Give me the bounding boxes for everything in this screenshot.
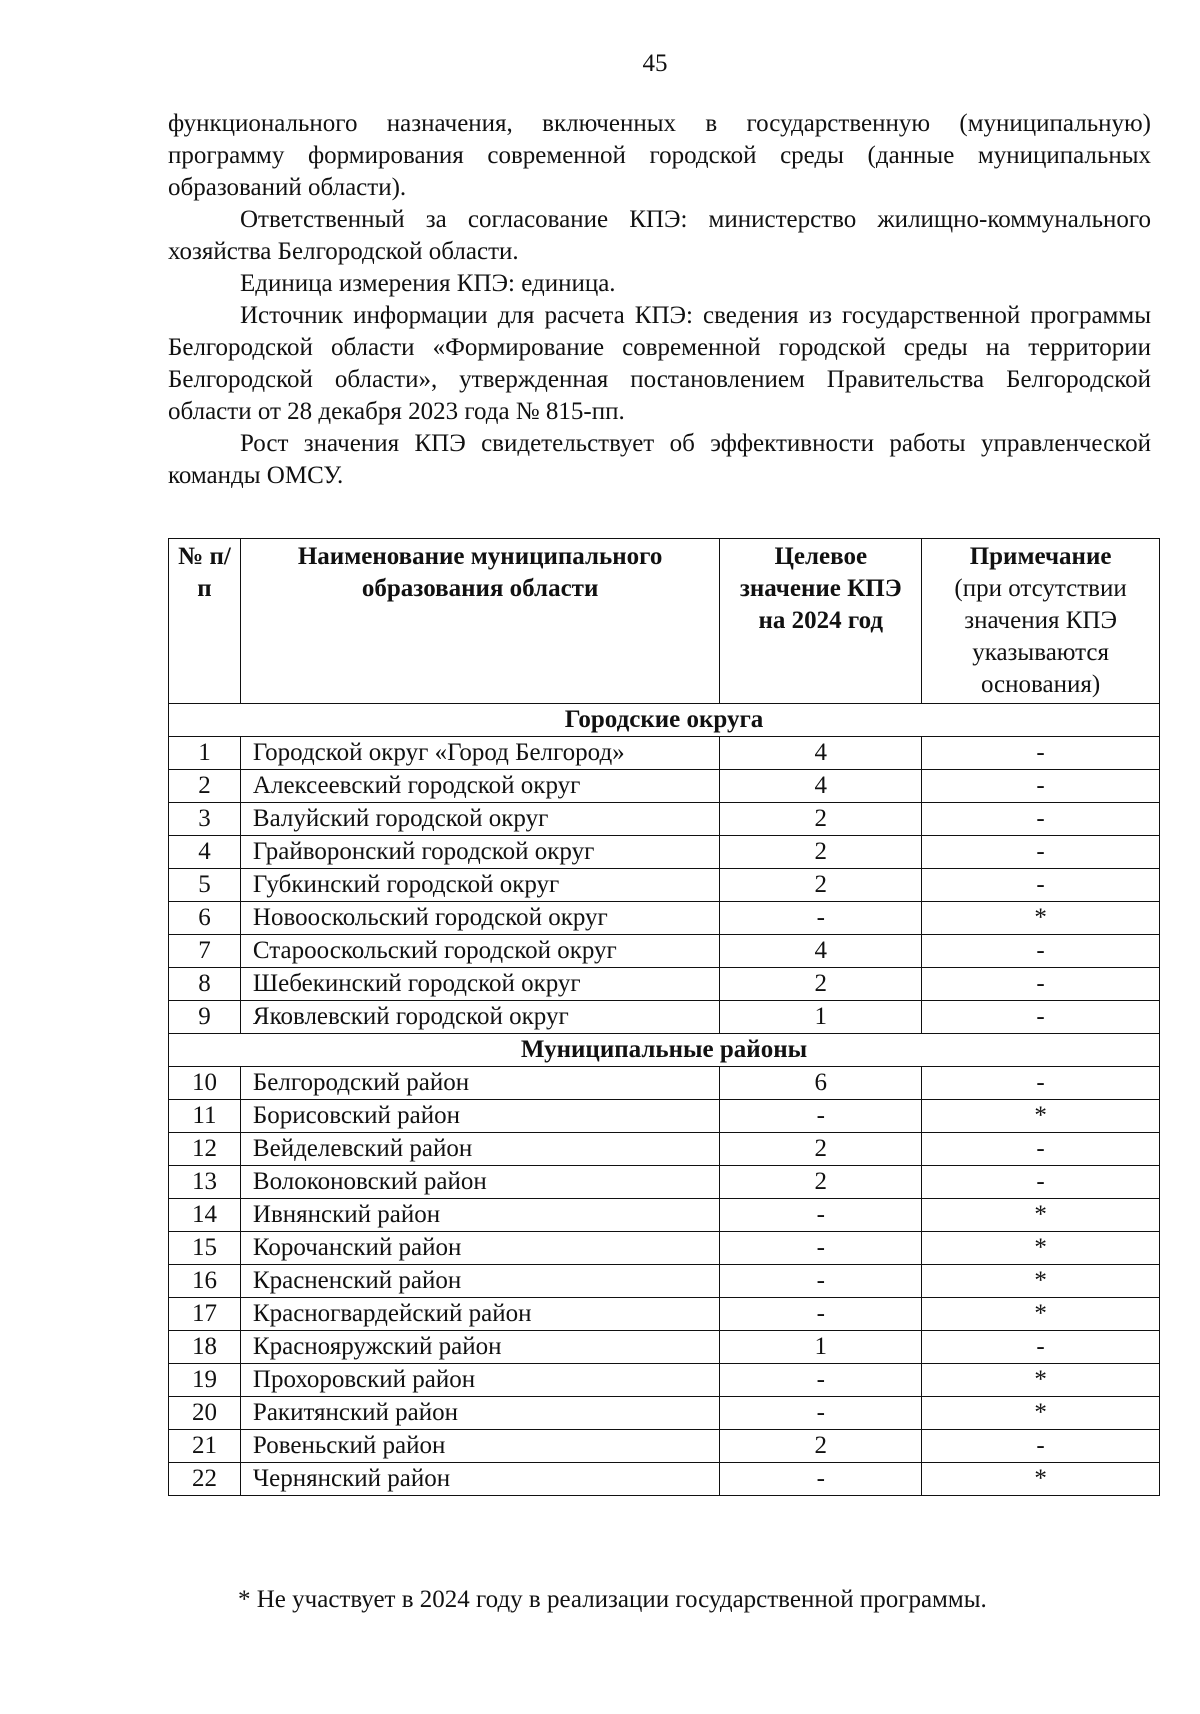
row-target-value: - [720, 902, 922, 935]
header-row [169, 539, 1160, 704]
header-note-title: Примечание [969, 543, 1112, 570]
row-name: Вейделевский район [240, 1133, 719, 1166]
row-number: 20 [169, 1397, 241, 1430]
body-text [168, 108, 1151, 492]
row-name: Валуйский городской округ [240, 803, 719, 836]
row-number: 19 [169, 1364, 241, 1397]
row-note: - [922, 737, 1160, 770]
row-name: Губкинский городской округ [240, 869, 719, 902]
footnote: * Не участвует в 2024 году в реализации государственной программы. [238, 1586, 987, 1613]
header-note [922, 539, 1160, 704]
table-row [169, 836, 1160, 869]
row-number: 12 [169, 1133, 241, 1166]
paragraph-function: функционального назначения, включенных в государственную (муниципальную) программу формирования современной городской среды (данные муниципальных образований области). [168, 110, 1151, 201]
table-row [169, 1364, 1160, 1397]
row-number: 1 [169, 737, 241, 770]
page-number: 45 [642, 50, 668, 77]
row-target-value: - [720, 1397, 922, 1430]
row-target-value: 6 [720, 1067, 922, 1100]
row-number: 8 [169, 968, 241, 1001]
row-name: Корочанский район [240, 1232, 719, 1265]
row-target-value: 2 [720, 1166, 922, 1199]
row-target-value: 2 [720, 1430, 922, 1463]
table-row [169, 902, 1160, 935]
row-number: 21 [169, 1430, 241, 1463]
row-number: 22 [169, 1463, 241, 1496]
row-number: 18 [169, 1331, 241, 1364]
row-name: Чернянский район [240, 1463, 719, 1496]
row-note: * [922, 1463, 1160, 1496]
row-name: Волоконовский район [240, 1166, 719, 1199]
table-row [169, 1331, 1160, 1364]
row-name: Старооскольский городской округ [240, 935, 719, 968]
table-row [169, 1067, 1160, 1100]
row-name: Грайворонский городской округ [240, 836, 719, 869]
row-note: - [922, 1430, 1160, 1463]
row-number: 13 [169, 1166, 241, 1199]
row-name: Белгородский район [240, 1067, 719, 1100]
row-number: 5 [169, 869, 241, 902]
row-name: Краснояружский район [240, 1331, 719, 1364]
row-target-value: 2 [720, 1133, 922, 1166]
row-name: Прохоровский район [240, 1364, 719, 1397]
paragraph-growth: Рост значения КПЭ свидетельствует об эффективности работы управленческой команды ОМСУ. [168, 430, 1151, 489]
table-body [169, 704, 1160, 1496]
row-target-value: - [720, 1364, 922, 1397]
row-note: * [922, 902, 1160, 935]
table-row [169, 1001, 1160, 1034]
table-row [169, 1430, 1160, 1463]
table-row [169, 1232, 1160, 1265]
section-row [169, 1034, 1160, 1067]
section-row [169, 704, 1160, 737]
table-row [169, 1199, 1160, 1232]
row-number: 6 [169, 902, 241, 935]
row-number: 15 [169, 1232, 241, 1265]
row-target-value: 2 [720, 836, 922, 869]
row-note: * [922, 1199, 1160, 1232]
row-name: Ивнянский район [240, 1199, 719, 1232]
row-number: 16 [169, 1265, 241, 1298]
row-note: - [922, 869, 1160, 902]
row-target-value: 4 [720, 770, 922, 803]
row-target-value: 1 [720, 1331, 922, 1364]
table-row [169, 770, 1160, 803]
table-row [169, 737, 1160, 770]
row-name: Борисовский район [240, 1100, 719, 1133]
row-note: - [922, 968, 1160, 1001]
table-row [169, 935, 1160, 968]
row-number: 4 [169, 836, 241, 869]
row-note: - [922, 770, 1160, 803]
row-note: * [922, 1364, 1160, 1397]
row-number: 14 [169, 1199, 241, 1232]
row-target-value: 4 [720, 737, 922, 770]
row-number: 2 [169, 770, 241, 803]
row-number: 11 [169, 1100, 241, 1133]
row-target-value: - [720, 1232, 922, 1265]
row-note: - [922, 935, 1160, 968]
row-target-value: 2 [720, 869, 922, 902]
header-num: № п/п [169, 539, 241, 704]
row-name: Ровеньский район [240, 1430, 719, 1463]
row-note: - [922, 836, 1160, 869]
table-row [169, 1166, 1160, 1199]
row-target-value: - [720, 1100, 922, 1133]
section-title: Муниципальные районы [169, 1034, 1160, 1067]
row-name: Шебекинский городской округ [240, 968, 719, 1001]
row-name: Ракитянский район [240, 1397, 719, 1430]
row-note: * [922, 1298, 1160, 1331]
row-name: Красногвардейский район [240, 1298, 719, 1331]
table-row [169, 1100, 1160, 1133]
row-target-value: - [720, 1265, 922, 1298]
row-target-value: - [720, 1298, 922, 1331]
paragraph-source: Источник информации для расчета КПЭ: сведения из государственной программы Белгородской области «Формирование современной городской среды на территории Белгородской области», утвержденная постановлением Правительства Белгородской области от 28 декабря 2023 года № 815-пп. [168, 302, 1151, 425]
row-note: * [922, 1232, 1160, 1265]
row-target-value: 4 [720, 935, 922, 968]
section-title: Городские округа [169, 704, 1160, 737]
table-row [169, 1133, 1160, 1166]
row-name: Красненский район [240, 1265, 719, 1298]
row-note: - [922, 803, 1160, 836]
row-name: Городской округ «Город Белгород» [240, 737, 719, 770]
table-row [169, 1298, 1160, 1331]
row-number: 10 [169, 1067, 241, 1100]
row-number: 17 [169, 1298, 241, 1331]
row-target-value: 1 [720, 1001, 922, 1034]
row-name: Алексеевский городской округ [240, 770, 719, 803]
row-number: 3 [169, 803, 241, 836]
kpe-table [168, 538, 1160, 1496]
row-name: Новооскольский городской округ [240, 902, 719, 935]
table-row [169, 1397, 1160, 1430]
paragraph-responsible: Ответственный за согласование КПЭ: министерство жилищно-коммунального хозяйства Белгородской области. [168, 206, 1151, 265]
table-row [169, 1265, 1160, 1298]
row-note: * [922, 1397, 1160, 1430]
row-target-value: 2 [720, 968, 922, 1001]
paragraph-unit: Единица измерения КПЭ: единица. [240, 270, 616, 297]
table-row [169, 968, 1160, 1001]
row-target-value: 2 [720, 803, 922, 836]
row-target-value: - [720, 1199, 922, 1232]
row-target-value: - [720, 1463, 922, 1496]
header-name: Наименование муниципального образования области [240, 539, 719, 704]
row-note: * [922, 1265, 1160, 1298]
row-note: - [922, 1067, 1160, 1100]
table-header [169, 539, 1160, 704]
row-number: 7 [169, 935, 241, 968]
row-note: - [922, 1133, 1160, 1166]
row-note: * [922, 1100, 1160, 1133]
table-row [169, 1463, 1160, 1496]
header-target: Целевое значение КПЭ на 2024 год [720, 539, 922, 704]
row-name: Яковлевский городской округ [240, 1001, 719, 1034]
row-note: - [922, 1166, 1160, 1199]
header-note-body: (при отсутствии значения КПЭ указываются основания) [954, 575, 1127, 698]
row-number: 9 [169, 1001, 241, 1034]
table-row [169, 869, 1160, 902]
row-note: - [922, 1001, 1160, 1034]
table-row [169, 803, 1160, 836]
row-note: - [922, 1331, 1160, 1364]
